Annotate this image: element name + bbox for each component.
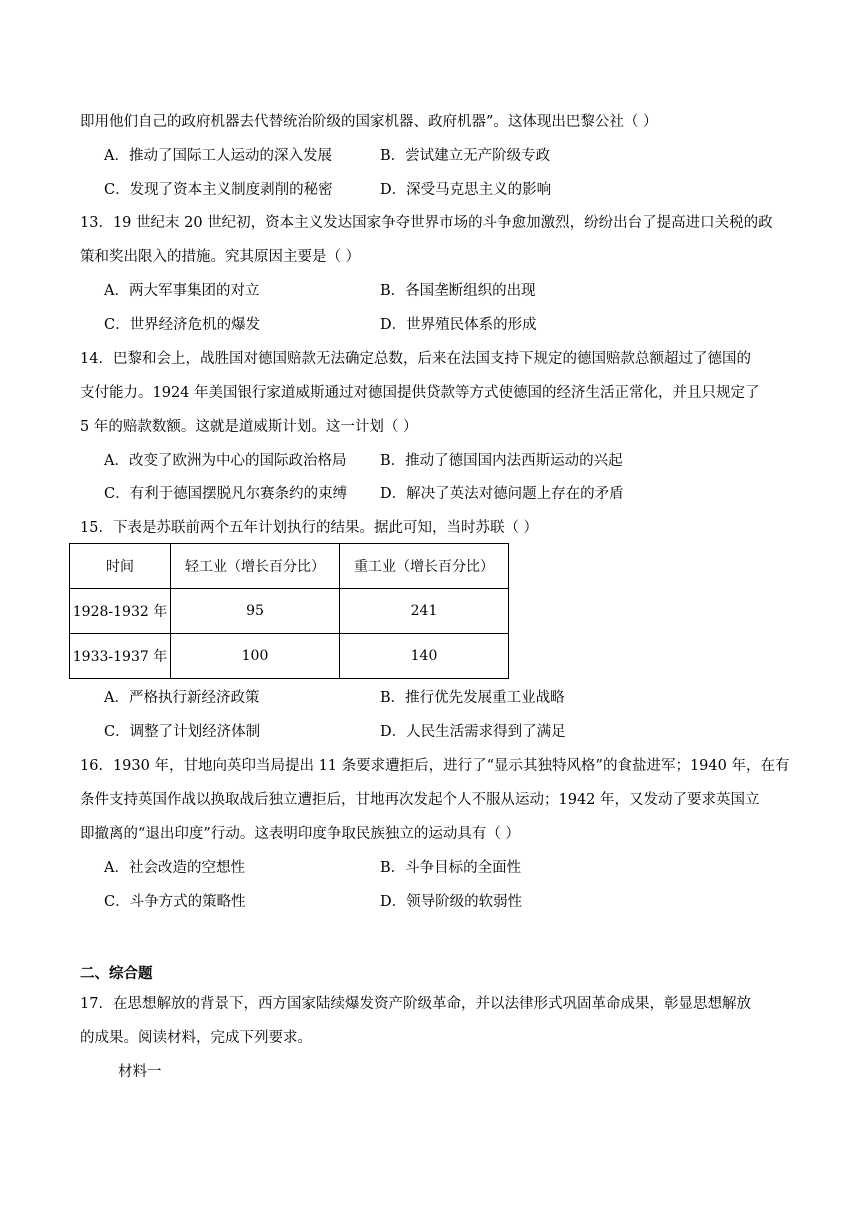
table-cell: 1928-1932 年 [70,589,171,634]
q12-option-a[interactable]: A．推动了国际工人运动的深入发展 [104,148,332,164]
table-cell: 100 [171,634,340,679]
table-cell: 140 [340,634,509,679]
table-header-cell: 重工业（增长百分比） [340,544,509,589]
q13-option-b[interactable]: B．各国垄断组织的出现 [380,283,536,299]
table-row [70,589,509,634]
q15-option-a[interactable]: A．严格执行新经济政策 [104,690,260,706]
q13-stem-line-2: 策和奖出限入的措施。究其原因主要是（ ） [80,249,361,265]
q12-option-d[interactable]: D．深受马克思主义的影响 [380,182,552,198]
q15-option-b[interactable]: B．推行优先发展重工业战略 [380,690,565,706]
q12-stem-tail: 即用他们自己的政府机器去代替统治阶级的国家机器、政府机器”。这体现出巴黎公社（ ） [80,114,658,130]
q16-stem-line-3: 即撤离的“退出印度”行动。这表明印度争取民族独立的运动具有（ ） [80,826,520,842]
table-cell: 241 [340,589,509,634]
five-year-plan-table [69,543,509,679]
q16-stem-line-1: 16．1930 年，甘地向英印当局提出 11 条要求遭拒后，进行了“显示其独特风格”的食盐进军；1940 年，在有 [80,758,790,774]
table-header-cell: 轻工业（增长百分比） [171,544,340,589]
material-label: 材料一 [118,1064,162,1080]
q14-option-a[interactable]: A．改变了欧洲为中心的国际政治格局 [104,453,347,469]
q16-stem-line-2: 条件支持英国作战以换取战后独立遭拒后，甘地再次发起个人不服从运动；1942 年，又发动了要求英国立 [80,792,760,808]
table-header-row [70,544,509,589]
table-cell: 95 [171,589,340,634]
q15-option-c[interactable]: C．调整了计划经济体制 [104,724,261,740]
q16-option-d[interactable]: D．领导阶级的软弱性 [380,894,523,910]
q14-option-c[interactable]: C．有利于德国摆脱凡尔赛条约的束缚 [104,486,348,502]
q17-stem-line-2: 的成果。阅读材料，完成下列要求。 [80,1030,312,1046]
table-cell: 1933-1937 年 [70,634,171,679]
q15-option-d[interactable]: D．人民生活需求得到了满足 [380,724,566,740]
q13-stem-line-1: 13．19 世纪末 20 世纪初，资本主义发达国家争夺世界市场的斗争愈加激烈，纷纷出台了提高进口关税的政 [80,215,773,231]
q16-option-c[interactable]: C．斗争方式的策略性 [104,894,246,910]
q16-option-a[interactable]: A．社会改造的空想性 [104,860,245,876]
q12-option-b[interactable]: B．尝试建立无产阶级专政 [380,148,551,164]
table-header-cell: 时间 [70,544,171,589]
q15-stem-line-1: 15．下表是苏联前两个五年计划执行的结果。据此可知，当时苏联（ ） [80,520,539,536]
q14-option-d[interactable]: D．解决了英法对德问题上存在的矛盾 [380,486,624,502]
section-heading: 二、综合题 [80,965,153,982]
q13-option-d[interactable]: D．世界殖民体系的形成 [380,317,537,333]
q14-option-b[interactable]: B．推动了德国国内法西斯运动的兴起 [380,453,623,469]
table-row [70,634,509,679]
q16-option-b[interactable]: B．斗争目标的全面性 [380,860,522,876]
q13-option-a[interactable]: A．两大军事集团的对立 [104,283,260,299]
q13-option-c[interactable]: C．世界经济危机的爆发 [104,317,261,333]
q14-stem-line-1: 14．巴黎和会上，战胜国对德国赔款无法确定总数，后来在法国支持下规定的德国赔款总额超过了德国的 [80,351,751,367]
q14-stem-line-2: 支付能力。1924 年美国银行家道威斯通过对德国提供贷款等方式使德国的经济生活正常化，并且只规定了 [80,385,760,401]
q12-option-c[interactable]: C．发现了资本主义制度剥削的秘密 [104,182,333,198]
q17-stem-line-1: 17．在思想解放的背景下，西方国家陆续爆发资产阶级革命，并以法律形式巩固革命成果，彰显思想解放 [80,996,751,1012]
q14-stem-line-3: 5 年的赔款数额。这就是道威斯计划。这一计划（ ） [80,419,418,435]
